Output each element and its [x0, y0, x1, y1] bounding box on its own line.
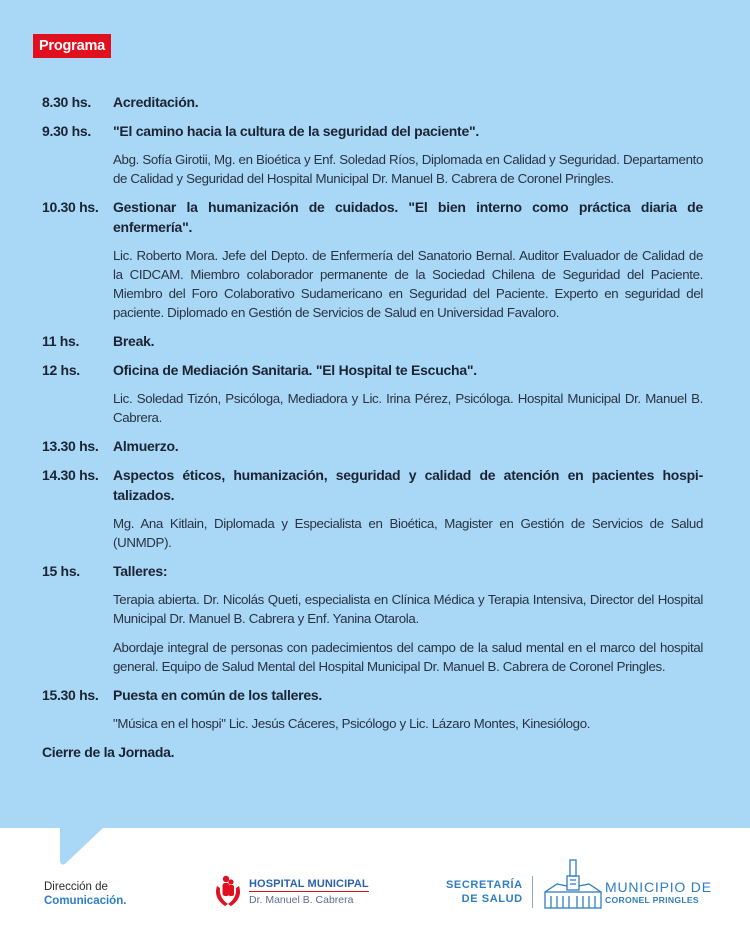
program-item: [42, 561, 703, 676]
program-content: [113, 436, 703, 456]
program-title: Gestionar la humanización de cuidados. "El bien interno como práctica diaria de enfermería".: [113, 199, 703, 235]
program-description: Terapia abierta. Dr. Nicolás Queti, especialista en Clínica Médica y Terapia Intensiva, Director del Hospital Municipal Dr. Manuel B. Cabrera y Enf. Yanina Otarola.: [113, 592, 703, 626]
direccion-line1: Dirección de: [44, 881, 108, 893]
program-content: [113, 561, 703, 676]
municipio-line2: CORONEL PRINGLES: [605, 895, 699, 905]
program-title: Aspectos éticos, humanización, seguridad y calidad de atención en pacientes hospi-talizados.: [113, 467, 703, 503]
program-item: [42, 465, 703, 552]
program-description: Abg. Sofía Girotii, Mg. en Bioética y Enf. Soledad Ríos, Diplomada en Calidad y Seguridad. Departamento de Calidad y Seguridad del Hospital Municipal Dr. Manuel B. Cabrera de Coronel Pringles.: [113, 152, 703, 186]
hospital-municipal-logo: [213, 872, 369, 912]
program-item: [42, 92, 703, 112]
program-title: Break.: [113, 333, 155, 349]
program-time: 8.30 hs.: [42, 94, 91, 110]
programa-badge: Programa: [33, 34, 111, 58]
program-title: Acreditación.: [113, 94, 199, 110]
program-title: Almuerzo.: [113, 438, 179, 454]
direccion-line2: Comunicación.: [44, 895, 127, 907]
program-content: [113, 331, 703, 351]
program-content: [113, 92, 703, 112]
program-description: Lic. Roberto Mora. Jefe del Depto. de Enfermería del Sanatorio Bernal. Auditor Evaluador de Calidad de la CIDCAM. Miembro colaborador permanente de la Sociedad Chilena de Seguridad del Paciente. Miembro del Foro Colaborativo Sudamericano en Seguridad del Paciente. Experto en seguridad del paciente. Diplomado en Gestión de Servicios de Salud en Universidad Favaloro.: [113, 248, 703, 320]
municipio-logo-text: [605, 880, 712, 906]
program-item: [42, 685, 703, 733]
program-content: [113, 465, 703, 552]
program-description: Mg. Ana Kitlain, Diplomada y Especialista en Bioética, Magister en Gestión de Servicios de Salud (UNMDP).: [113, 516, 703, 550]
program-time: 10.30 hs.: [42, 199, 99, 215]
logo-divider: [532, 876, 533, 908]
program-item: [42, 121, 703, 188]
program-content: [113, 197, 703, 322]
hands-family-icon: [213, 874, 243, 910]
program-content: [113, 121, 703, 188]
program-time: 15 hs.: [42, 563, 80, 579]
secretaria-line1: SECRETARÍA: [446, 879, 523, 891]
program-title: "El camino hacia la cultura de la seguridad del paciente".: [113, 123, 480, 139]
hospital-name: HOSPITAL MUNICIPAL: [249, 878, 369, 890]
program-title: Talleres:: [113, 563, 168, 579]
program-time: 9.30 hs.: [42, 123, 91, 139]
program-item: [42, 197, 703, 322]
program-list: [42, 92, 703, 762]
speech-bubble-tail: [60, 827, 104, 867]
program-time: 12 hs.: [42, 362, 80, 378]
program-time: 15.30 hs.: [42, 687, 99, 703]
program-time: 14.30 hs.: [42, 467, 99, 483]
program-content: [113, 360, 703, 427]
program-title: Puesta en común de los talleres.: [113, 687, 323, 703]
program-content: [113, 685, 703, 733]
secretaria-line2: DE SALUD: [461, 893, 523, 905]
hospital-subtitle: Dr. Manuel B. Cabrera: [249, 894, 354, 906]
program-description: Abordaje integral de personas con padecimientos del campo de la salud mental en el marco del hospital general. Equipo de Salud Mental del Hospital Municipal Dr. Manuel B. Cabrera de Coronel Pringles.: [113, 640, 703, 674]
municipal-building-icon: [543, 858, 603, 910]
secretaria-salud-logo: [446, 878, 523, 906]
direccion-comunicacion-logo: [44, 880, 126, 908]
program-title: Oficina de Mediación Sanitaria. "El Hospital te Escucha".: [113, 362, 477, 378]
program-item: [42, 436, 703, 456]
program-description: Lic. Soledad Tizón, Psicóloga, Mediadora y Lic. Irina Pérez, Psicóloga. Hospital Municipal Dr. Manuel B. Cabrera.: [113, 391, 703, 425]
program-item: [42, 331, 703, 351]
municipio-line1: MUNICIPIO DE: [605, 879, 712, 895]
program-description: "Música en el hospi" Lic. Jesús Cáceres, Psicólogo y Lic. Lázaro Montes, Kinesiólogo.: [113, 716, 591, 731]
closing-text: Cierre de la Jornada.: [42, 744, 175, 760]
program-time: 13.30 hs.: [42, 438, 99, 454]
program-item: [42, 360, 703, 427]
program-time: 11 hs.: [42, 333, 80, 349]
